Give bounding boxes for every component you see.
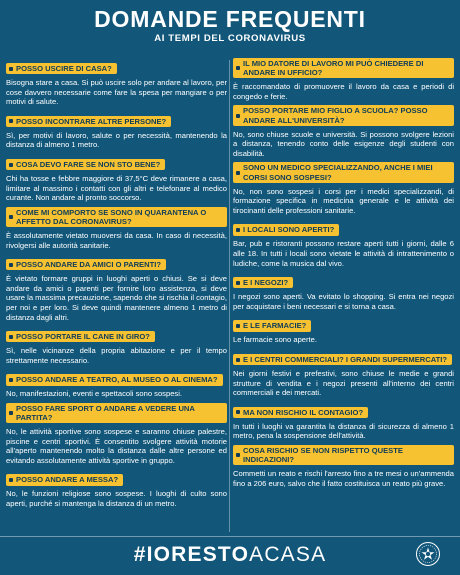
faq-question: POSSO ANDARE DA AMICI O PARENTI? <box>6 259 166 270</box>
faq-question: SONO UN MEDICO SPECIALIZZANDO, ANCHE I MIEI CORSI SONO SOSPESI? <box>233 162 454 182</box>
faq-item <box>233 315 454 345</box>
faq-answer: È vietato formare gruppi in luoghi aperti o chiusi. Se si deve andare da amici o parenti per fornire loro assistenza, si deve usare la massima precauzione, sapendo che si rischia il contagio, per noi e per loro. Si deve quindi mantenere almeno 1 metro di distanza dagli altri. <box>6 274 227 322</box>
faq-item <box>6 207 227 250</box>
italian-republic-emblem-icon <box>415 541 441 567</box>
faq-item <box>6 111 227 150</box>
faq-question: I LOCALI SONO APERTI? <box>233 224 339 235</box>
faq-item <box>6 469 227 508</box>
faq-answer: No, le funzioni religiose sono sospese. I luoghi di culto sono aperti, purché si mantenga la distanza di un metro. <box>6 489 227 509</box>
faq-question: MA NON RISCHIO IL CONTAGIO? <box>233 407 368 418</box>
footer <box>0 536 460 575</box>
faq-question: POSSO PORTARE MIO FIGLIO A SCUOLA? POSSO ANDARE ALL'UNIVERSITÀ? <box>233 105 454 125</box>
faq-answer: Le farmacie sono aperte. <box>233 335 318 345</box>
faq-question: COSA RISCHIO SE NON RISPETTO QUESTE INDICAZIONI? <box>233 445 454 465</box>
page-title: DOMANDE FREQUENTI <box>94 6 366 32</box>
faq-item <box>233 162 454 215</box>
faq-item <box>6 58 227 107</box>
faq-item <box>233 445 454 488</box>
faq-question: COME MI COMPORTO SE SONO IN QUARANTENA O AFFETTO DAL CORONAVIRUS? <box>6 207 227 227</box>
faq-column-right <box>233 58 454 492</box>
faq-question: POSSO FARE SPORT O ANDARE A VEDERE UNA PARTITA? <box>6 403 227 423</box>
faq-answer: Nei giorni festivi e prefestivi, sono chiuse le medie e grandi strutture di vendita e i negozi presenti all'interno dei centri commerciali e dei mercati. <box>233 368 454 398</box>
faq-answer: Sì, nelle vicinanze della propria abitazione e per il tempo strettamente necessario. <box>6 346 227 365</box>
faq-item <box>6 254 227 322</box>
header <box>0 0 460 52</box>
faq-columns <box>0 58 460 533</box>
faq-question: E I NEGOZI? <box>233 277 293 288</box>
faq-answer: No, sono chiuse scuole e università. Si possono svolgere lezioni a distanza, tenendo conto delle esigenze degli studenti con disabilità. <box>233 129 454 158</box>
faq-question: E LE FARMACIE? <box>233 320 311 331</box>
faq-question: POSSO ANDARE A TEATRO, AL MUSEO O AL CINEMA? <box>6 374 223 385</box>
faq-answer: No, le attività sportive sono sospese e saranno chiuse palestre, piscine e centri sportivi. È consentito svolgere attività motorie all'aperto mantenendo molto la distanza dalle altre persone ed evitando assolutamente attività sportive in gruppo. <box>6 427 227 465</box>
footer-divider <box>0 536 460 537</box>
faq-answer: Sì, per motivi di lavoro, salute o per necessità, mantenendo la distanza di almeno 1 metro. <box>6 130 227 150</box>
faq-item <box>233 349 454 398</box>
faq-answer: È assolutamente vietato muoversi da casa. In caso di necessità, rivolgersi alle autorità sanitarie. <box>6 230 227 250</box>
faq-column-left <box>6 58 227 513</box>
faq-item <box>6 326 227 365</box>
faq-answer: Bar, pub e ristoranti possono restare aperti tutti i giorni, dalle 6 alle 18. In tutti i locali sono vietate le attività di intrattenimento o ludiche, come la musica dal vivo. <box>233 239 454 268</box>
faq-answer: Bisogna stare a casa. Si può uscire solo per andare al lavoro, per cose davvero necessarie come fare la spesa per mangiare o per motivi di salute. <box>6 78 227 107</box>
faq-question: E I CENTRI COMMERCIALI? I GRANDI SUPERMERCATI? <box>233 354 452 365</box>
faq-item <box>233 402 454 441</box>
faq-item <box>233 58 454 101</box>
faq-question: COSA DEVO FARE SE NON STO BENE? <box>6 159 165 170</box>
faq-item <box>233 105 454 158</box>
faq-question: POSSO USCIRE DI CASA? <box>6 63 117 74</box>
faq-item <box>6 154 227 203</box>
hashtag <box>0 543 460 567</box>
faq-answer: Chi ha tosse e febbre maggiore di 37,5°C deve rimanere a casa, limitare al massimo i contatti con gli altri e telefonare al medico curante. Non andare al pronto soccorso. <box>6 173 227 203</box>
faq-question: POSSO PORTARE IL CANE IN GIRO? <box>6 331 155 342</box>
faq-question: POSSO ANDARE A MESSA? <box>6 474 123 485</box>
faq-question: POSSO INCONTRARE ALTRE PERSONE? <box>6 116 171 127</box>
faq-answer: È raccomandato di promuovere il lavoro da casa e periodi di congedo e ferie. <box>233 82 454 101</box>
faq-item <box>6 369 227 399</box>
column-divider <box>229 60 230 532</box>
faq-answer: No, manifestazioni, eventi e spettacoli sono sospesi. <box>6 389 183 399</box>
hashtag-bold: #IORESTO <box>133 543 250 566</box>
faq-answer: No, non sono sospesi i corsi per i medici specializzandi, di formazione specifica in medicina generale e le attività dei tirocinanti delle professioni sanitarie. <box>233 186 454 215</box>
faq-question: IL MIO DATORE DI LAVORO MI PUÒ CHIEDERE DI ANDARE IN UFFICIO? <box>233 58 454 78</box>
hashtag-light: ACASA <box>249 543 327 566</box>
page-subtitle: AI TEMPI DEL CORONAVIRUS <box>154 33 306 44</box>
faq-item <box>6 403 227 466</box>
faq-item <box>233 272 454 311</box>
faq-answer: Commetti un reato e rischi l'arresto fino a tre mesi o un'ammenda fino a 206 euro, salvo che il fatto costituisca un reato più grave. <box>233 469 454 488</box>
faq-answer: In tutti i luoghi va garantita la distanza di sicurezza di almeno 1 metro, pena la sospensione dell'attività. <box>233 421 454 441</box>
faq-answer: I negozi sono aperti. Va evitato lo shopping. Si entra nei negozi per acquistare i beni necessari e si torna a casa. <box>233 292 454 311</box>
faq-item <box>233 219 454 268</box>
